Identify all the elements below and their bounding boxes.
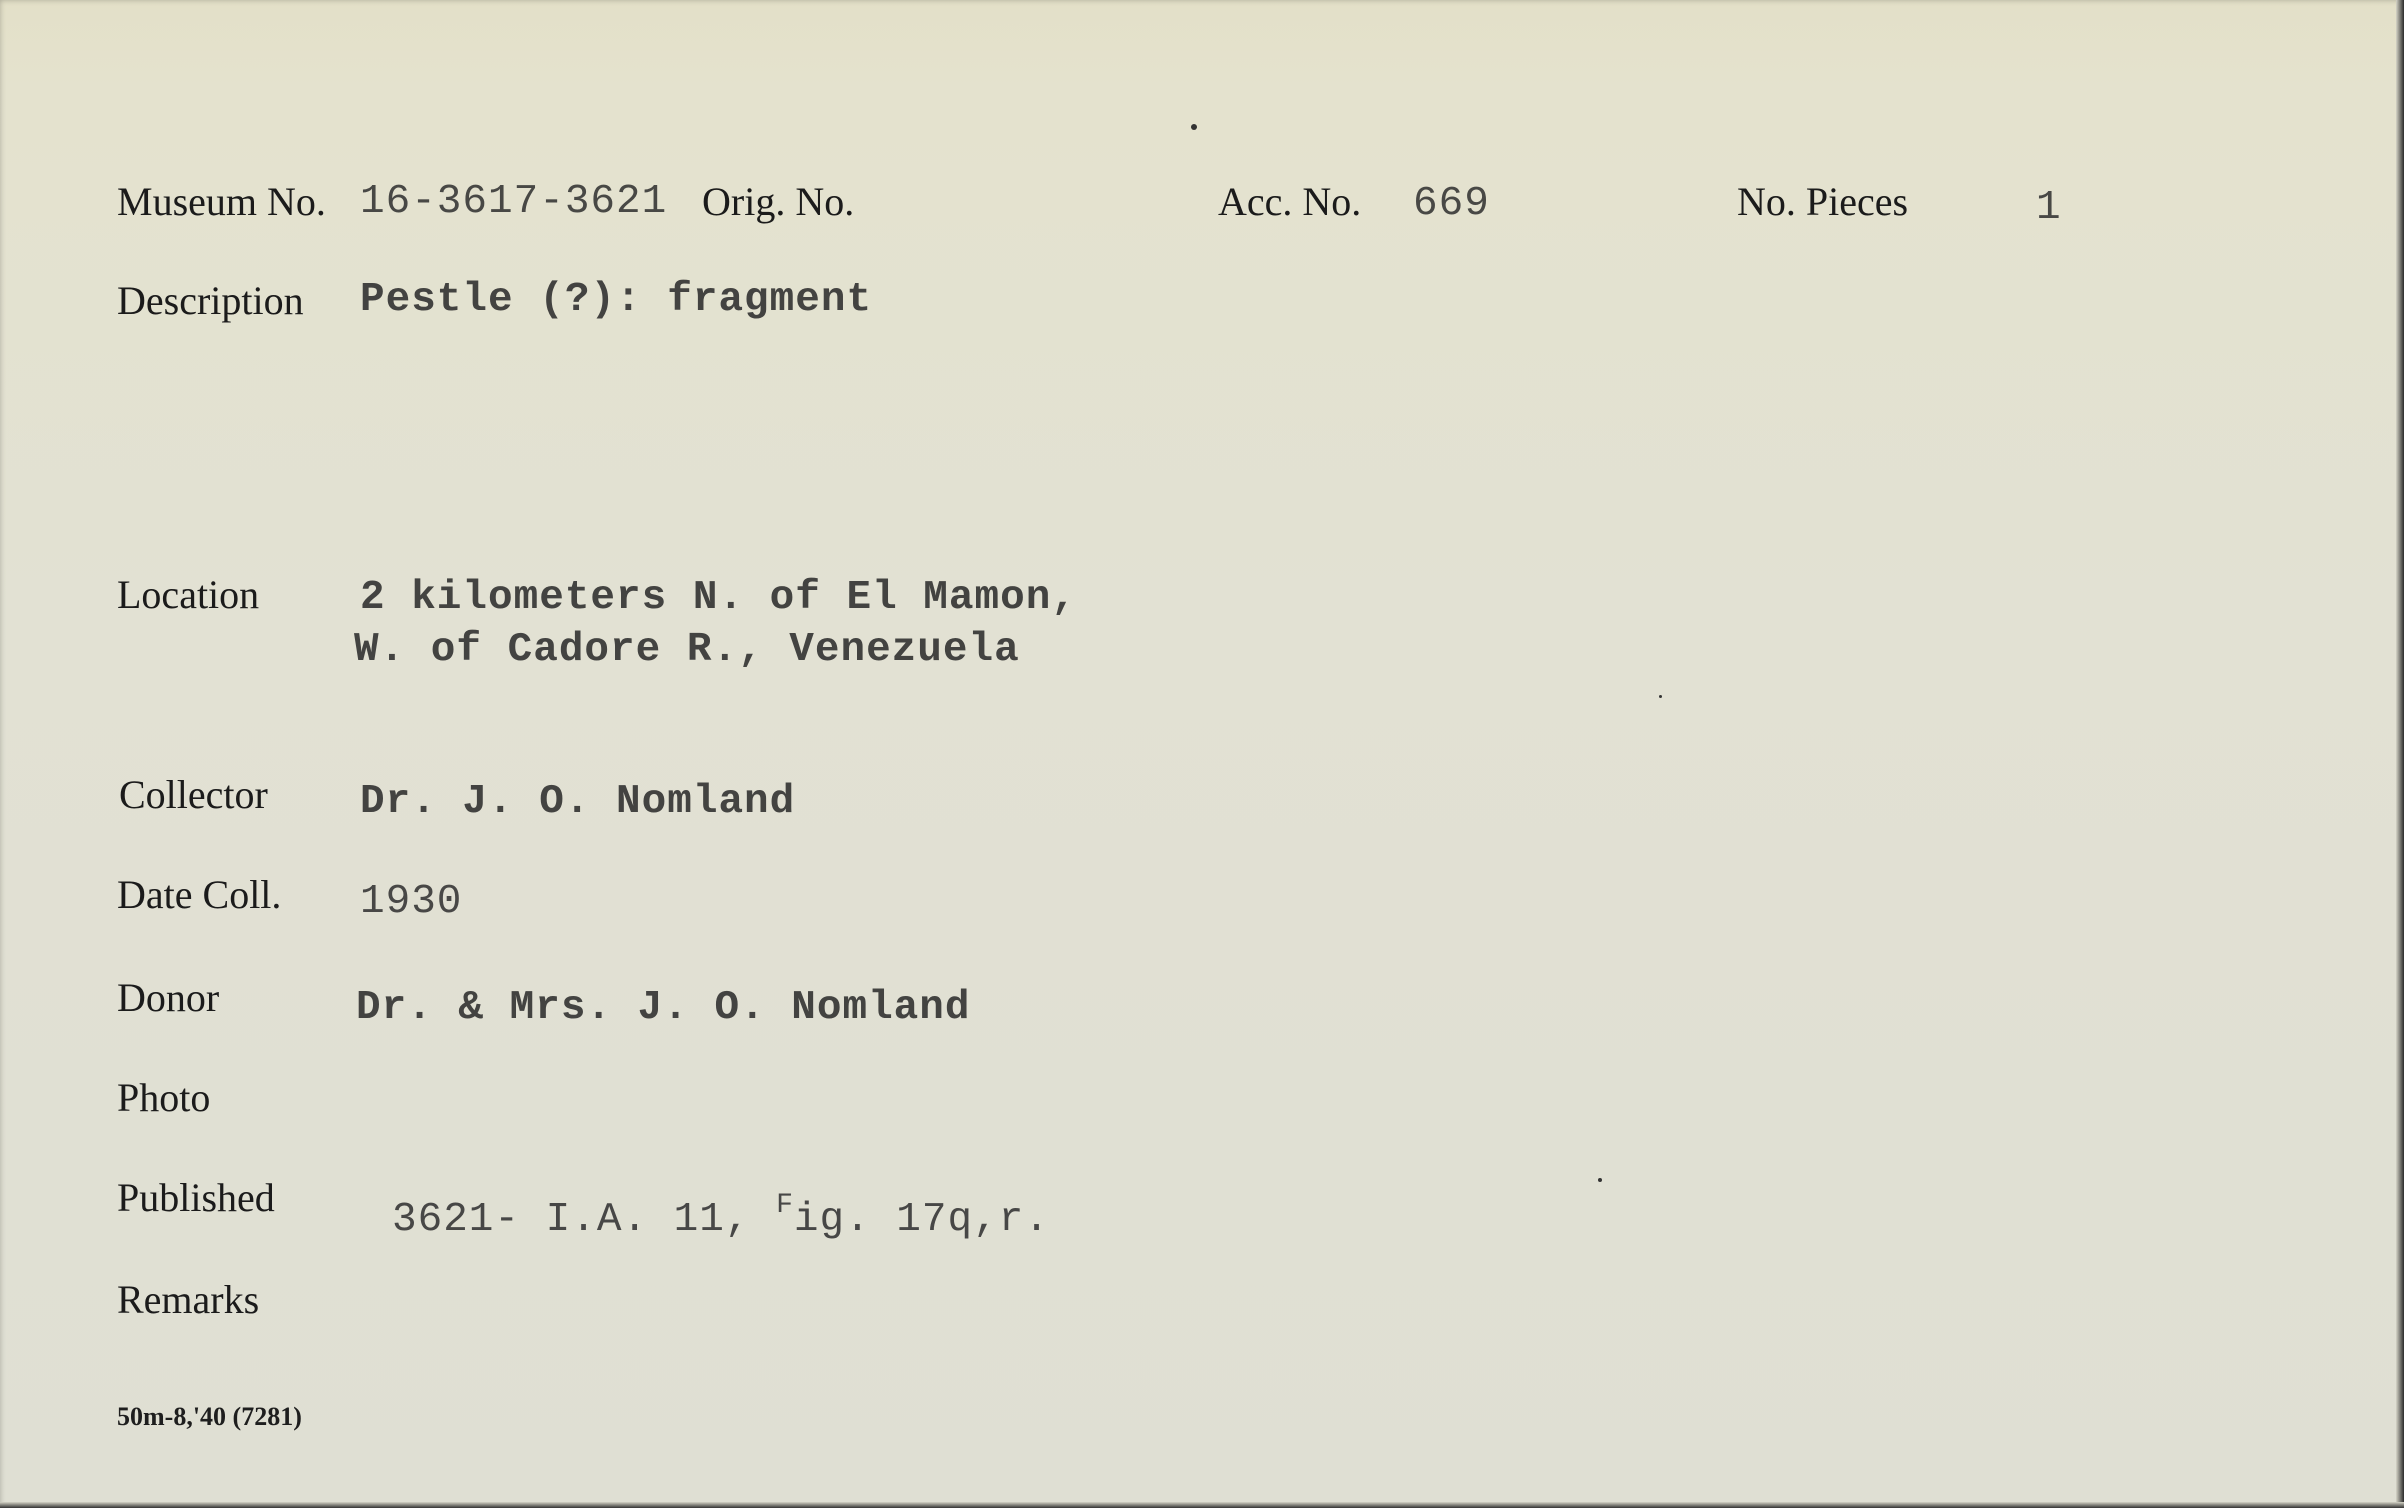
published-main: 3621- I.A. 11, — [392, 1197, 777, 1243]
donor-label: Donor — [117, 975, 220, 1020]
location-label: Location — [117, 572, 260, 617]
card-right-edge — [2396, 0, 2404, 1508]
collector-value: Dr. J. O. Nomland — [360, 779, 796, 825]
orig-no-label: Orig. No. — [702, 179, 855, 224]
print-code: 50m-8,'40 (7281) — [117, 1402, 302, 1431]
no-pieces-value: 1 — [2036, 185, 2062, 231]
published-sup: F — [776, 1190, 794, 1221]
acc-no-label: Acc. No. — [1218, 179, 1362, 224]
museum-no-label: Museum No. — [117, 179, 326, 224]
photo-label: Photo — [117, 1075, 211, 1120]
card-bottom-edge — [0, 1502, 2404, 1508]
no-pieces-label: No. Pieces — [1737, 179, 1909, 224]
speck — [1598, 1178, 1602, 1182]
date-coll-label: Date Coll. — [117, 872, 282, 917]
date-coll-value: 1930 — [360, 879, 463, 925]
location-line-1: 2 kilometers N. of El Mamon, — [360, 575, 1077, 621]
museum-no-value: 16-3617-3621 — [360, 179, 668, 225]
published-value — [392, 1192, 1050, 1241]
published-label: Published — [117, 1175, 275, 1220]
description-value: Pestle (?): fragment — [360, 277, 873, 323]
description-label: Description — [117, 278, 304, 323]
remarks-label: Remarks — [117, 1277, 260, 1322]
location-line-2: W. of Cadore R., Venezuela — [354, 627, 1020, 673]
collector-label: Collector — [119, 772, 268, 817]
acc-no-value: 669 — [1413, 181, 1490, 227]
published-rest: ig. 17q,r. — [793, 1197, 1050, 1243]
donor-value: Dr. & Mrs. J. O. Nomland — [356, 985, 971, 1031]
speck — [1659, 695, 1662, 698]
speck — [1191, 124, 1197, 130]
